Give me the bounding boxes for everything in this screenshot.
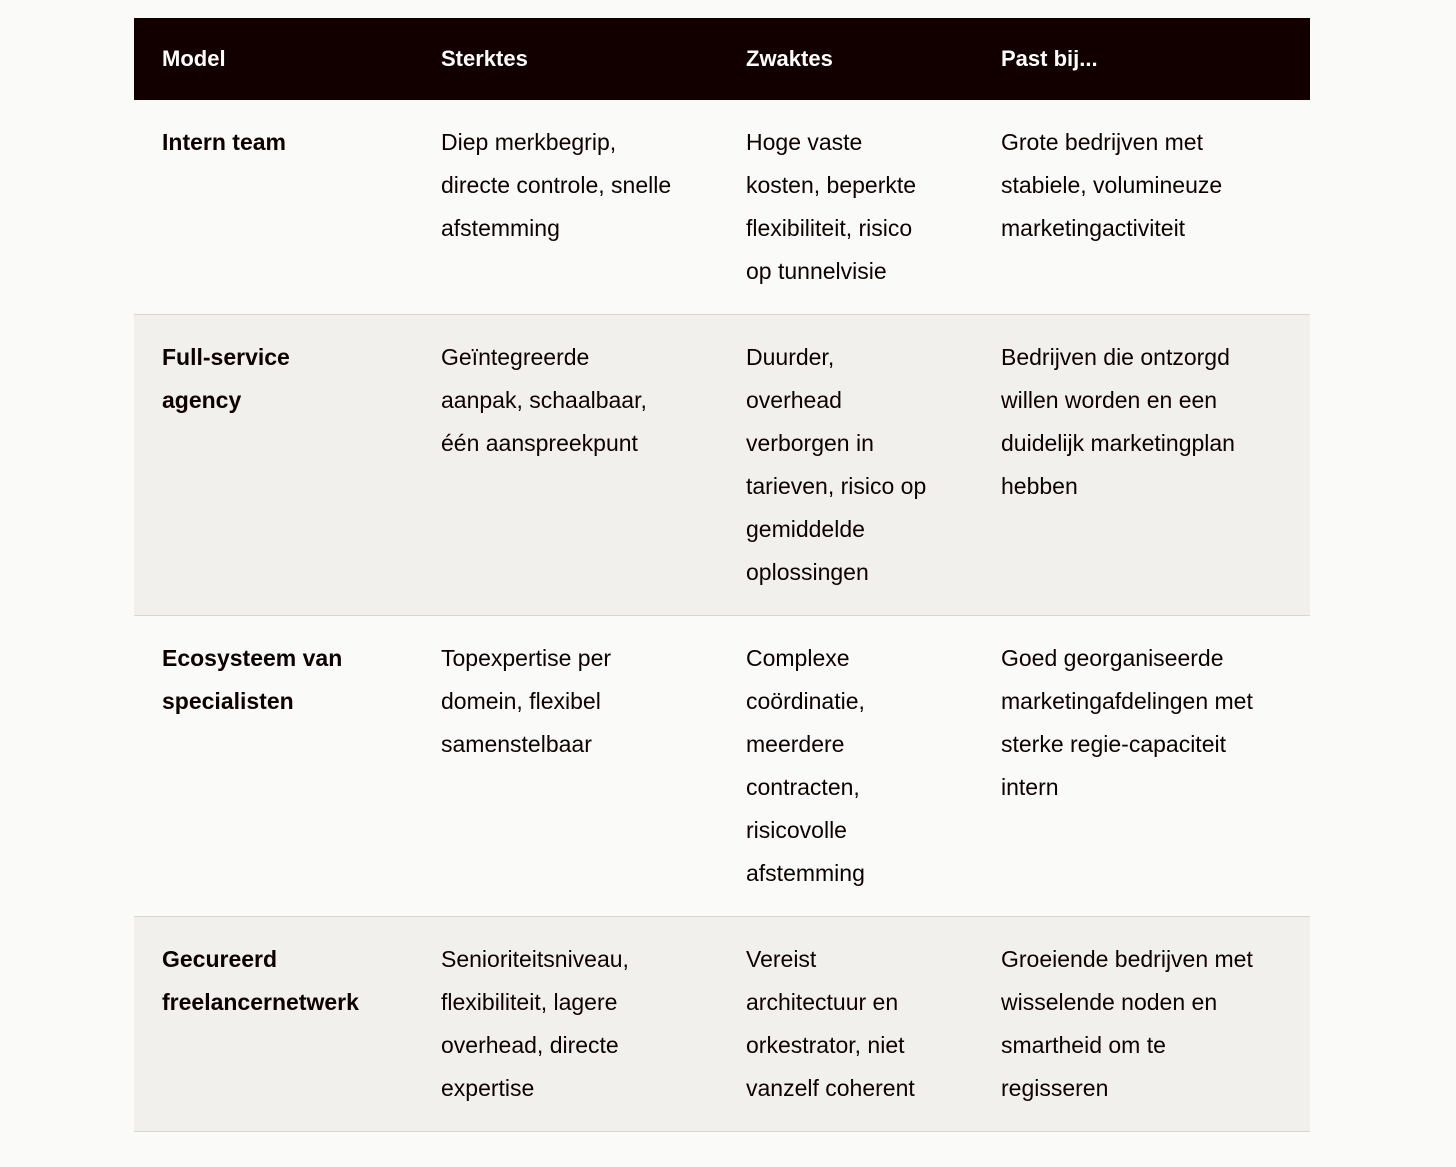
table-row [134, 616, 1310, 917]
header-model: Model [134, 18, 413, 100]
cell-past-bij: Bedrijven die ontzorgd willen worden en een duidelijk marketingplan hebben [973, 315, 1310, 616]
cell-model: Full-service agency [134, 315, 413, 616]
cell-model: Gecureerd freelancernetwerk [134, 917, 413, 1132]
cell-zwaktes: Duurder, overhead verborgen in tarieven, risico op gemiddelde oplossingen [718, 315, 973, 616]
cell-sterktes: Geïntegreerde aanpak, schaalbaar, één aanspreekpunt [413, 315, 718, 616]
cell-zwaktes: Hoge vaste kosten, beperkte flexibiliteit, risico op tunnelvisie [718, 100, 973, 315]
cell-sterktes: Topexpertise per domein, flexibel samenstelbaar [413, 616, 718, 917]
cell-past-bij: Goed georganiseerde marketingafdelingen met sterke regie-capaciteit intern [973, 616, 1310, 917]
cell-past-bij: Grote bedrijven met stabiele, volumineuze marketingactiviteit [973, 100, 1310, 315]
cell-past-bij: Groeiende bedrijven met wisselende noden en smartheid om te regisseren [973, 917, 1310, 1132]
header-zwaktes: Zwaktes [718, 18, 973, 100]
header-sterktes: Sterktes [413, 18, 718, 100]
table-row [134, 917, 1310, 1132]
cell-model: Ecosysteem van specialisten [134, 616, 413, 917]
table-row [134, 100, 1310, 315]
cell-zwaktes: Vereist architectuur en orkestrator, niet vanzelf coherent [718, 917, 973, 1132]
cell-sterktes: Senioriteitsniveau, flexibiliteit, lagere overhead, directe expertise [413, 917, 718, 1132]
header-past-bij: Past bij... [973, 18, 1310, 100]
cell-zwaktes: Complexe coördinatie, meerdere contracten, risicovolle afstemming [718, 616, 973, 917]
comparison-table [134, 18, 1310, 1132]
cell-sterktes: Diep merkbegrip, directe controle, snelle afstemming [413, 100, 718, 315]
header-row [134, 18, 1310, 100]
table-row [134, 315, 1310, 616]
cell-model: Intern team [134, 100, 413, 315]
